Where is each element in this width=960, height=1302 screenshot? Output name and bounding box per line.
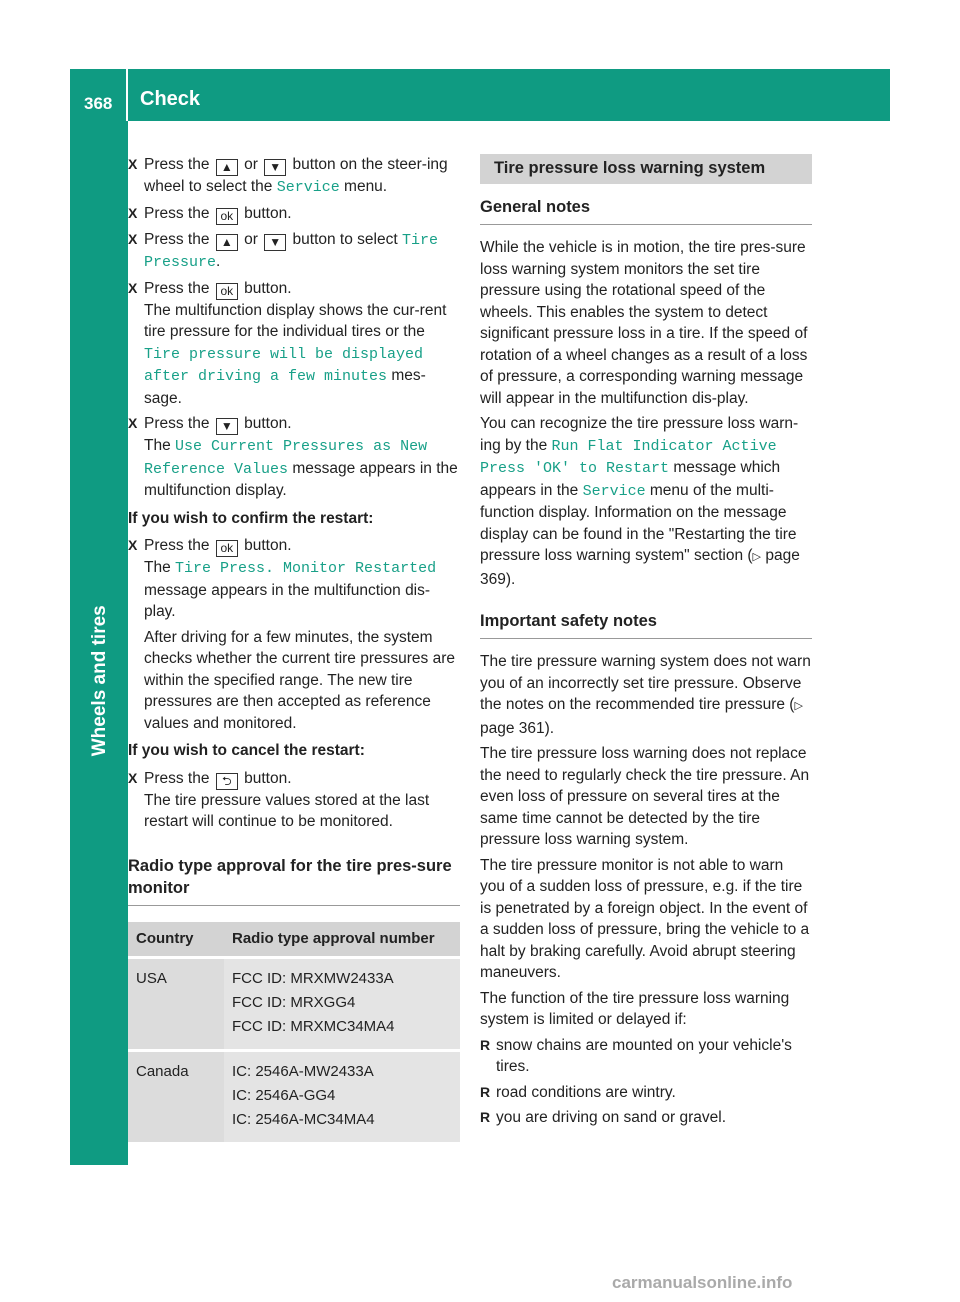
list-item: R you are driving on sand or gravel. (480, 1107, 812, 1129)
list-item: R snow chains are mounted on your vehicle's tires. (480, 1036, 792, 1075)
down-button-icon: ▼ (264, 159, 286, 176)
table-row: Canada IC: 2546A-MW2433A IC: 2546A-GG4 IC: 2546A-MC34MA4 (128, 1049, 460, 1142)
step-marker-icon: X (128, 204, 138, 221)
table-header-approval: Radio type approval number (224, 922, 460, 956)
table-header-country: Country (128, 922, 224, 956)
paragraph: The tire pressure warning system does not warn you of an incorrectly set tire pressure. Observe the notes on the recommended tire pressure (▷ page 361). (480, 653, 811, 737)
paragraph: You can recognize the tire pressure loss warn-ing by the Run Flat Indicator Active Press 'OK' to Restart message which appears in the Service menu of the multi-function display. Information on the message display can be found in the "Restarting the tire pressure loss warning system" section (▷ page 369). (480, 415, 800, 588)
page-reference-link[interactable]: page 369). (480, 547, 800, 588)
safety-heading: Important safety notes (480, 610, 812, 639)
down-button-icon: ▼ (264, 234, 286, 251)
cancel-heading: If you wish to cancel the restart: (128, 742, 365, 759)
watermark: carmanualsonline.info (612, 1273, 793, 1292)
chapter-sidebar (70, 121, 128, 1165)
table-row: USA FCC ID: MRXMW2433A FCC ID: MRXGG4 FCC ID: MRXMC34MA4 (128, 956, 460, 1049)
right-column (480, 154, 812, 1133)
step-use-current-pressures: X Press the ▼ button. The Use Current Pressures as New Reference Values message appears in the multifunction display. (128, 415, 458, 499)
step-cancel-restart: X Press the ⮌ button. The tire pressure values stored at the last restart will continue to be monitored. (128, 769, 430, 830)
up-button-icon: ▲ (216, 234, 238, 251)
left-column (128, 154, 460, 1142)
page-reference-link[interactable]: page 361). (480, 719, 555, 737)
page-number: 368 (84, 94, 113, 113)
paragraph: The tire pressure monitor is not able to warn you of a sudden loss of pressure, e.g. if the tire is penetrated by a foreign object. In the event of a sudden loss of pressure, bring the vehicle to a halt by braking carefully. Avoid abrupt steering maneuvers. (480, 856, 810, 981)
page-title: Check (140, 88, 201, 110)
bullet-icon: R (480, 1109, 491, 1125)
step-press-ok: X Press the ok button. (128, 204, 292, 223)
step-marker-icon: X (128, 230, 138, 247)
paragraph: The tire pressure loss warning does not replace the need to regularly check the tire pressure. An even loss of pressure on several tires at the same time cannot be detected by the tire pressure loss warning system. (480, 745, 810, 848)
step-marker-icon: X (128, 279, 138, 296)
chapter-label: Wheels and tires (88, 605, 110, 757)
general-notes-heading: General notes (480, 196, 812, 225)
ok-button-icon: ok (216, 283, 238, 300)
step-display-pressure: X Press the ok button. The multifunction display shows the cur-rent tire pressure for the individual tires or the Tire pressure will be displayed after driving a few minutes mes-sage. (128, 279, 447, 407)
page-ref-arrow-icon: ▷ (794, 700, 803, 712)
ok-button-icon: ok (216, 208, 238, 225)
list-item: R road conditions are wintry. (480, 1082, 812, 1104)
paragraph: The function of the tire pressure loss warning system is limited or delayed if: (480, 989, 790, 1028)
step-marker-icon: X (128, 769, 138, 786)
down-button-icon: ▼ (216, 418, 238, 435)
ok-button-icon: ok (216, 540, 238, 557)
up-button-icon: ▲ (216, 159, 238, 176)
step-marker-icon: X (128, 156, 138, 172)
section-title: Tire pressure loss warning system (480, 154, 812, 184)
paragraph: While the vehicle is in motion, the tire pres-sure loss warning system monitors the set tire pressure using the rotational speed of the wheels. This enables the system to detect significant pressure loss in a tire. If the speed of rotation of a wheel changes as a result of a loss of pressure, a corresponding warning message will appear in the multifunction dis-play. (480, 239, 808, 407)
back-button-icon: ⮌ (216, 773, 238, 790)
header-divider (126, 69, 128, 121)
page-ref-arrow-icon: ▷ (752, 551, 762, 563)
step-confirm-restart: X Press the ok button. The Tire Press. Monitor Restarted message appears in the multifunction dis-play. After driving for a few minutes, the system checks whether the current tire pressures are within the specified range. The new tire pressures are then accepted as reference values and monitored. (128, 537, 455, 732)
radio-approval-heading: Radio type approval for the tire pres-sure monitor (128, 855, 460, 906)
page-header (70, 69, 890, 121)
bullet-icon: R (480, 1036, 491, 1053)
step-marker-icon: X (128, 537, 138, 553)
step-select-tire-pressure: X Press the ▲ or ▼ button to select Tire Pressure. (128, 230, 438, 271)
step-select-service: X Press the ▲ or ▼ button on the steer-ing wheel to select the Service menu. (128, 156, 448, 196)
radio-approval-table (128, 922, 460, 1142)
confirm-heading: If you wish to confirm the restart: (128, 509, 374, 527)
step-marker-icon: X (128, 415, 138, 431)
bullet-icon: R (480, 1083, 491, 1100)
